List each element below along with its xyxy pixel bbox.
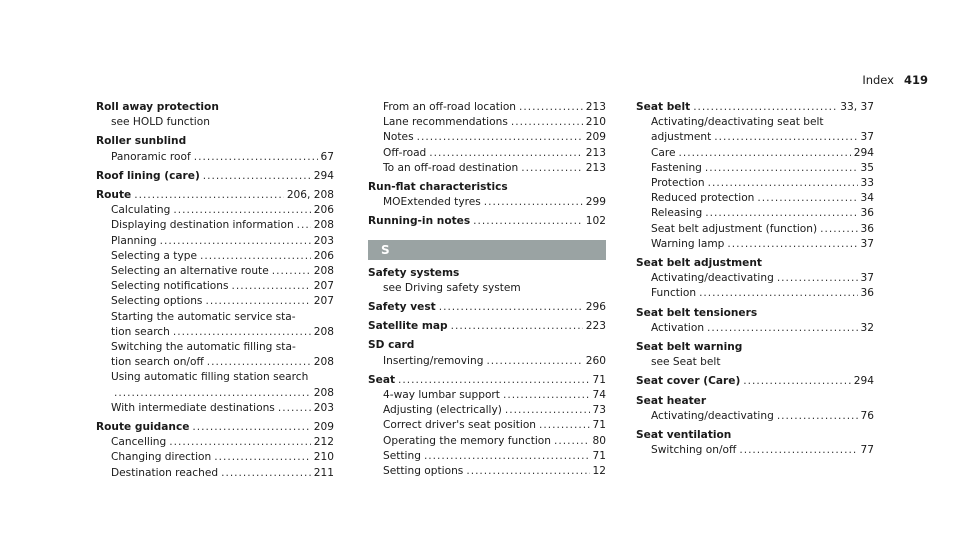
entry-label: 4-way lumbar support [383, 389, 500, 402]
entry-label: Route [96, 189, 132, 202]
page-reference: 210 [585, 116, 606, 129]
index-subentry [368, 354, 606, 369]
dot-leader [194, 150, 318, 165]
entry-label: Route guidance [96, 421, 190, 434]
entry-label: With intermediate destinations [111, 401, 275, 414]
dot-leader [743, 374, 850, 389]
index-entry [636, 340, 874, 355]
dot-leader [429, 146, 582, 161]
index-entry [636, 374, 874, 389]
page-reference: 208 [313, 325, 334, 338]
entry-label: Reduced protection [651, 192, 755, 205]
page-reference: 223 [585, 320, 606, 333]
index-label: Index [862, 73, 894, 87]
entry-label: Selecting an alternative route [111, 265, 269, 278]
index-subentry [636, 176, 874, 191]
page-reference: 37 [860, 131, 874, 144]
index-subentry [368, 195, 606, 210]
index-subentry [96, 450, 334, 465]
page-reference: 211 [313, 466, 334, 479]
dot-leader [466, 464, 589, 479]
index-entry [96, 188, 334, 203]
page-reference: 207 [313, 295, 334, 308]
index-subentry [368, 464, 606, 479]
page-reference: 294 [313, 169, 334, 182]
page-header [862, 73, 928, 87]
dot-leader [714, 130, 857, 145]
entry-label: Planning [111, 234, 157, 247]
index-column-1 [96, 100, 334, 481]
index-entry [96, 100, 334, 115]
dot-leader [820, 222, 857, 237]
page-reference: 296 [585, 301, 606, 314]
page-reference: 71 [592, 449, 606, 462]
dot-leader [693, 100, 837, 115]
entry-label: Roll away protection [96, 101, 219, 113]
entry-label: Activating/deactivating [651, 272, 774, 285]
entry-label: Selecting notifications [111, 280, 229, 293]
index-subentry [636, 130, 874, 145]
dot-leader [173, 325, 311, 340]
page-reference: 209 [313, 421, 334, 434]
index-subentry [368, 130, 606, 145]
entry-label: Seat [368, 373, 396, 386]
entry-label: Run-flat characteristics [368, 181, 508, 194]
index-subentry [96, 340, 334, 355]
page-reference: 77 [860, 444, 874, 457]
entry-label: Switching on/off [651, 444, 737, 457]
page-reference: 208 [313, 219, 334, 232]
page-reference: 213 [585, 161, 606, 174]
dot-leader [503, 388, 590, 403]
entry-label: Switching the automatic filling sta- [111, 341, 296, 354]
entry-label: tion search on/off [111, 356, 204, 369]
entry-label: Safety vest [368, 301, 436, 314]
index-column-2 [368, 100, 606, 479]
dot-leader [134, 188, 284, 203]
dot-leader [511, 115, 583, 130]
page-reference: 206 [313, 204, 334, 217]
entry-label: Cancelling [111, 436, 167, 449]
dot-leader [297, 218, 311, 233]
entry-label: Selecting a type [111, 249, 197, 262]
entry-label: Panoramic roof [111, 150, 191, 163]
entry-label: To an off-road destination [383, 161, 519, 174]
page-reference: 71 [592, 419, 606, 432]
entry-label: SD card [368, 339, 415, 352]
page-reference: 36 [860, 287, 874, 300]
index-entry [96, 169, 334, 184]
index-subentry [368, 449, 606, 464]
entry-label: Care [651, 146, 676, 159]
entry-label: From an off-road location [383, 101, 517, 113]
page-reference: 294 [853, 375, 874, 388]
page-reference: 67 [320, 150, 334, 163]
dot-leader [417, 130, 583, 145]
dot-leader [424, 449, 590, 464]
entry-label: Function [651, 287, 697, 300]
index-subentry [96, 294, 334, 309]
page-reference: 209 [585, 131, 606, 144]
entry-label: Displaying destination information [111, 219, 294, 232]
index-entry [96, 134, 334, 149]
page-reference: 206, 208 [286, 189, 334, 202]
index-subentry [636, 206, 874, 221]
entry-label: Protection [651, 177, 705, 190]
dot-leader [707, 321, 857, 336]
page-reference: 203 [313, 234, 334, 247]
dot-leader [521, 161, 583, 176]
dot-leader [739, 443, 857, 458]
page-reference: 32 [860, 321, 874, 334]
page-reference: 208 [313, 265, 334, 278]
index-subentry [96, 435, 334, 450]
entry-label: Using automatic filling station search [111, 371, 309, 384]
entry-label: Seat belt [636, 101, 691, 113]
entry-label: Lane recommendations [383, 116, 508, 129]
dot-leader [207, 355, 311, 370]
index-subentry [368, 100, 606, 115]
index-subentry [96, 401, 334, 416]
page-reference: 203 [313, 401, 334, 414]
page-reference: 35 [860, 161, 874, 174]
dot-leader [486, 354, 582, 369]
entry-label: see Driving safety system [383, 281, 521, 294]
entry-label: Roof lining (care) [96, 169, 200, 182]
entry-label: Activation [651, 321, 705, 334]
entry-label: Inserting/removing [383, 354, 484, 367]
dot-leader [757, 191, 857, 206]
dot-leader [169, 435, 311, 450]
page-reference: 76 [860, 409, 874, 422]
index-subentry [96, 218, 334, 233]
index-entry [636, 428, 874, 443]
entry-label: Starting the automatic service sta- [111, 310, 296, 323]
entry-label: Seat belt warning [636, 341, 743, 354]
index-subentry [368, 418, 606, 433]
page-reference: 37 [860, 272, 874, 285]
entry-label: Changing direction [111, 451, 212, 464]
index-subentry [368, 115, 606, 130]
dot-leader [679, 146, 851, 161]
dot-leader [232, 279, 311, 294]
entry-label: Seat heater [636, 394, 707, 407]
dot-leader [205, 294, 310, 309]
entry-label: Setting options [383, 465, 464, 478]
index-entry [368, 300, 606, 315]
entry-label: Warning lamp [651, 237, 725, 250]
index-subentry [96, 249, 334, 264]
page-reference: 260 [585, 354, 606, 367]
page-reference: 36 [860, 222, 874, 235]
dot-leader [451, 319, 583, 334]
dot-leader [192, 420, 310, 435]
page-reference: 33 [860, 177, 874, 190]
index-subentry [96, 115, 334, 130]
page-reference: 33, 37 [840, 101, 874, 113]
page-reference: 208 [313, 386, 334, 399]
entry-label: Seat belt adjustment (function) [651, 222, 818, 235]
index-entry [368, 180, 606, 195]
index-subentry [96, 203, 334, 218]
page-reference: 73 [592, 404, 606, 417]
entry-label: Notes [383, 131, 414, 144]
index-subentry [368, 403, 606, 418]
index-subentry [636, 321, 874, 336]
page-reference: 102 [585, 215, 606, 228]
index-subentry [96, 370, 334, 385]
dot-leader [505, 403, 590, 418]
entry-label: Selecting options [111, 295, 203, 308]
page-reference: 213 [585, 101, 606, 113]
section-letter: S [368, 240, 606, 260]
entry-label: tion search [111, 325, 170, 338]
page-reference: 210 [313, 451, 334, 464]
dot-leader [203, 169, 311, 184]
entry-label: Adjusting (electrically) [383, 404, 502, 417]
dot-leader [272, 264, 311, 279]
page-reference: 208 [313, 356, 334, 369]
index-entry [368, 338, 606, 353]
entry-label: Seat belt tensioners [636, 306, 758, 319]
dot-leader [173, 203, 310, 218]
page-reference: 34 [860, 192, 874, 205]
dot-leader [727, 237, 857, 252]
page-reference: 213 [585, 146, 606, 159]
index-subentry [96, 150, 334, 165]
page-reference: 80 [592, 434, 606, 447]
page-reference: 12 [592, 465, 606, 478]
index-subentry [368, 146, 606, 161]
index-entry [636, 394, 874, 409]
entry-label: adjustment [651, 131, 712, 144]
index-subentry [96, 325, 334, 340]
page-reference: 74 [592, 389, 606, 402]
index-entry [96, 420, 334, 435]
dot-leader [221, 466, 311, 481]
index-entry [368, 214, 606, 229]
index-subentry [96, 355, 334, 370]
index-column-3 [636, 100, 874, 458]
index-entry [368, 319, 606, 334]
index-entry [368, 373, 606, 388]
index-subentry [636, 146, 874, 161]
entry-label: Correct driver's seat position [383, 419, 537, 432]
entry-label: Operating the memory function [383, 434, 551, 447]
page-reference: 212 [313, 436, 334, 449]
index-entry [636, 306, 874, 321]
page-reference: 71 [592, 373, 606, 386]
entry-label: Running-in notes [368, 215, 471, 228]
index-subentry [636, 161, 874, 176]
index-subentry [96, 466, 334, 481]
entry-label: MOExtended tyres [383, 196, 481, 209]
dot-leader [708, 176, 858, 191]
entry-label: Fastening [651, 161, 702, 174]
index-subentry [636, 222, 874, 237]
dot-leader [554, 434, 590, 449]
dot-leader [519, 100, 583, 115]
index-subentry [368, 434, 606, 449]
index-subentry [636, 271, 874, 286]
index-entry [636, 256, 874, 271]
page-number: 419 [903, 73, 928, 87]
dot-leader [484, 195, 583, 210]
index-subentry [368, 388, 606, 403]
index-subentry [368, 161, 606, 176]
entry-label: Seat ventilation [636, 429, 732, 442]
dot-leader [777, 409, 858, 424]
dot-leader [539, 418, 590, 433]
dot-leader [398, 373, 589, 388]
page-reference: 207 [313, 280, 334, 293]
index-subentry [636, 115, 874, 130]
entry-label: Satellite map [368, 320, 448, 333]
entry-label: see HOLD function [111, 116, 210, 129]
page-reference: 36 [860, 207, 874, 220]
entry-label: Activating/deactivating seat belt [651, 116, 824, 129]
index-subentry [636, 237, 874, 252]
entry-label: Seat cover (Care) [636, 375, 741, 388]
page-reference: 294 [853, 146, 874, 159]
index-subentry [368, 281, 606, 296]
index-subentry [636, 443, 874, 458]
entry-label: Activating/deactivating [651, 409, 774, 422]
entry-label: Roller sunblind [96, 135, 187, 148]
dot-leader [777, 271, 858, 286]
entry-label: Safety systems [368, 266, 460, 279]
index-subentry [96, 234, 334, 249]
entry-label: Seat belt adjustment [636, 257, 762, 270]
index-subentry [636, 355, 874, 370]
dot-leader [473, 214, 583, 229]
index-subentry [636, 286, 874, 301]
index-subentry [636, 409, 874, 424]
entry-label: Destination reached [111, 466, 219, 479]
index-subentry [96, 279, 334, 294]
index-subentry [96, 310, 334, 325]
dot-leader [200, 249, 311, 264]
dot-leader [705, 206, 857, 221]
entry-label: Off-road [383, 146, 427, 159]
index-entry [636, 100, 874, 115]
index-subentry [96, 386, 334, 401]
page-reference: 37 [860, 237, 874, 250]
page-reference: 206 [313, 249, 334, 262]
dot-leader [699, 286, 857, 301]
dot-leader [439, 300, 583, 315]
dot-leader [214, 450, 311, 465]
dot-leader [705, 161, 858, 176]
index-entry [368, 266, 606, 281]
entry-label: Setting [383, 449, 421, 462]
entry-label: see Seat belt [651, 356, 721, 369]
page-reference: 299 [585, 196, 606, 209]
index-subentry [96, 264, 334, 279]
entry-label: Releasing [651, 207, 703, 220]
entry-label: Calculating [111, 204, 171, 217]
index-subentry [636, 191, 874, 206]
dot-leader [114, 386, 311, 401]
dot-leader [278, 401, 311, 416]
dot-leader [160, 234, 311, 249]
